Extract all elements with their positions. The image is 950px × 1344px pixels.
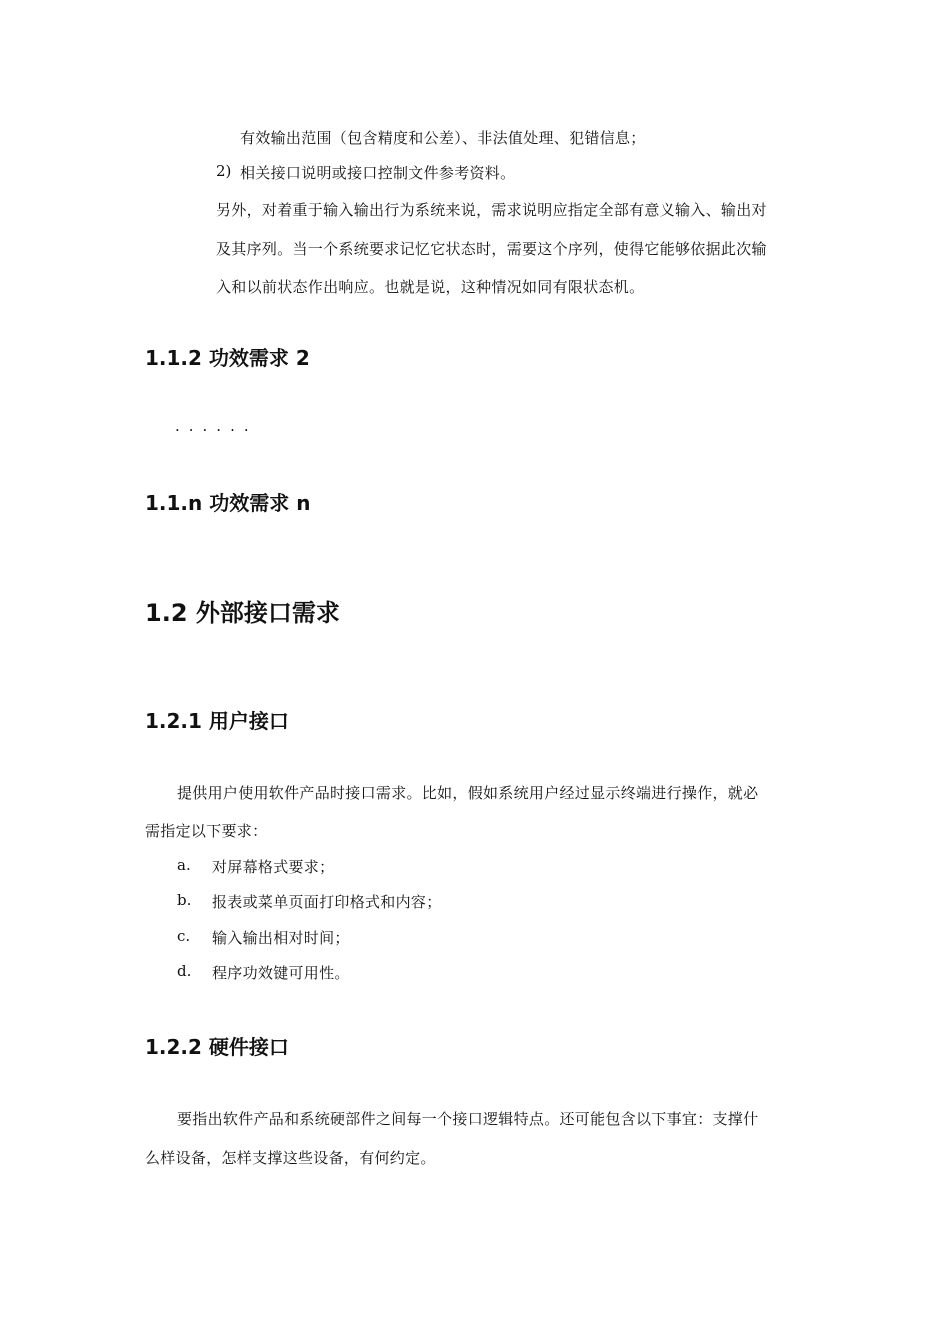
ellipsis: ······: [175, 421, 258, 439]
list-item-text: 程序功效键可用性。: [212, 964, 350, 982]
section-heading-1-1-2: 1.1.2 功效需求 2: [145, 346, 310, 370]
section-heading-1-2-2: 1.2.2 硬件接口: [145, 1035, 289, 1059]
section-heading-1-2-1: 1.2.1 用户接口: [145, 709, 289, 733]
list-marker: c.: [177, 927, 191, 945]
paragraph-line: 要指出软件产品和系统硬部件之间每一个接口逻辑特点。还可能包含以下事宜：支撑什: [177, 1110, 759, 1128]
list-item-text: 报表或菜单页面打印格式和内容；: [212, 893, 442, 911]
list-marker: d.: [177, 962, 192, 980]
list-marker: a.: [177, 856, 191, 874]
paragraph-line: 另外，对着重于输入输出行为系统来说，需求说明应指定全部有意义输入、输出对: [216, 201, 767, 219]
list-item-text: 相关接口说明或接口控制文件参考资料。: [240, 164, 516, 182]
section-heading-1-2: 1.2 外部接口需求: [145, 599, 340, 627]
paragraph-line: 及其序列。当一个系统要求记忆它状态时，需要这个序列，使得它能够依据此次输: [216, 240, 767, 258]
list-item-text: 输入输出相对时间；: [212, 929, 350, 947]
paragraph-line: 有效输出范围（包含精度和公差）、非法值处理、犯错信息；: [240, 129, 646, 147]
list-item-text: 对屏幕格式要求；: [212, 858, 335, 876]
paragraph-line: 么样设备，怎样支撑这些设备，有何约定。: [145, 1149, 436, 1167]
section-heading-1-1-n: 1.1.n 功效需求 n: [145, 491, 311, 515]
paragraph-line: 入和以前状态作出响应。也就是说，这种情况如同有限状态机。: [216, 278, 645, 296]
list-marker: b.: [177, 891, 192, 909]
paragraph-line: 需指定以下要求：: [145, 822, 268, 840]
paragraph-line: 提供用户使用软件产品时接口需求。比如，假如系统用户经过显示终端进行操作，就必: [177, 784, 759, 802]
list-marker: 2): [216, 162, 232, 180]
